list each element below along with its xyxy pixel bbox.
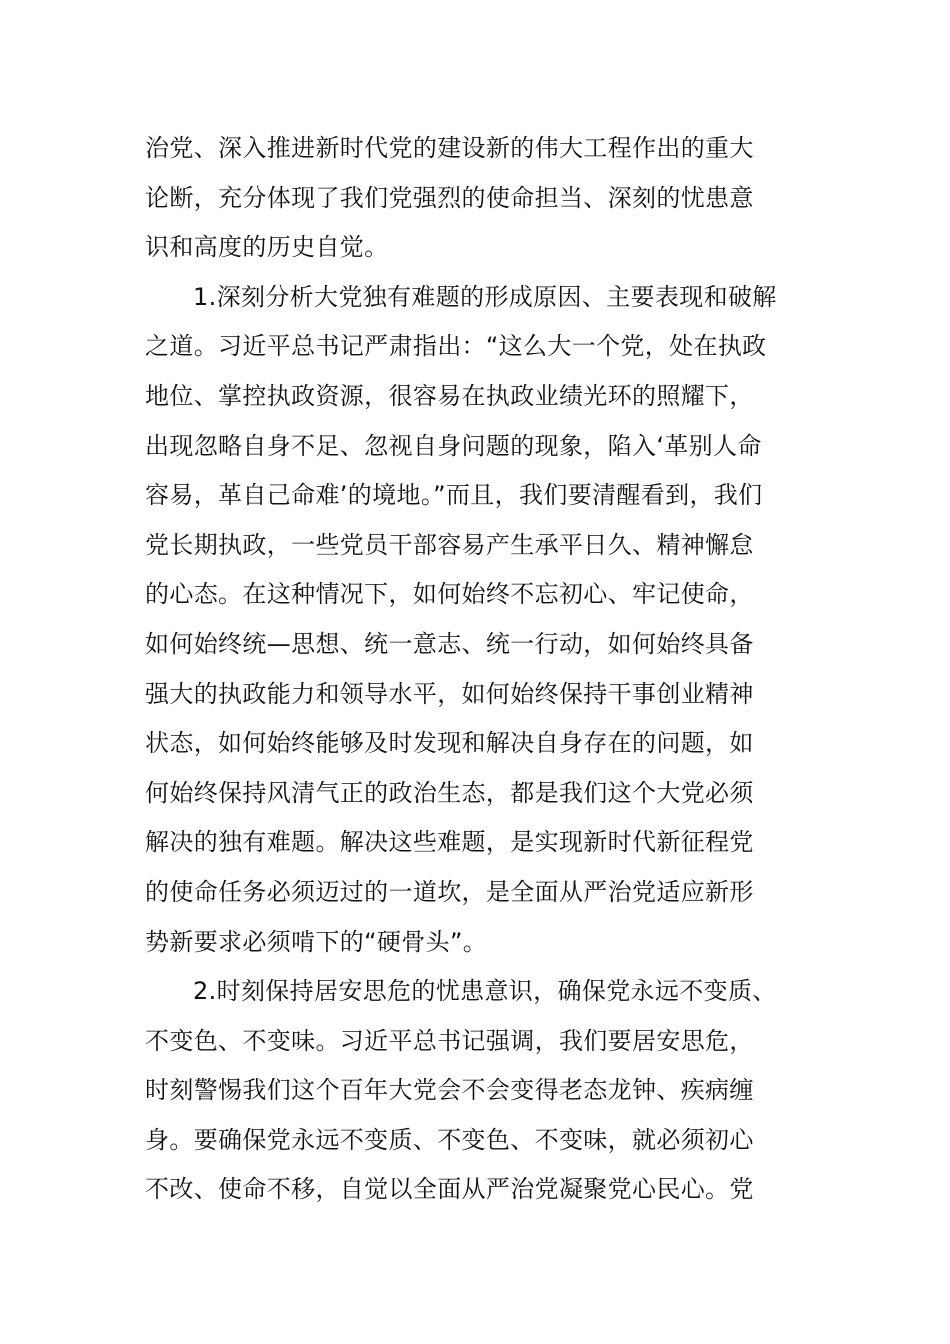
text-line: 党长期执政，一些党员干部容易产生承平日久、精神懈怠 (145, 530, 754, 559)
text-line: 身。要确保党永远不变质、不变色、不变味，就必须初心 (145, 1125, 754, 1154)
text-line: 地位、掌控执政资源，很容易在执政业绩光环的照耀下， (145, 381, 754, 410)
text-line: 治党、深入推进新时代党的建设新的伟大工程作出的重大 (145, 134, 754, 162)
text-line: 之道。习近平总书记严肃指出：“这么大一个党，处在执政 (145, 332, 767, 361)
document-body (145, 124, 825, 1215)
text-line: 的心态。在这种情况下，如何始终不忘初心、牢记使命， (145, 580, 754, 609)
text-line: 出现忽略自身不足、忽视自身问题的现象，陷入‘革别人命 (145, 431, 762, 460)
text-line: 解决的独有难题。解决这些难题，是实现新时代新征程党 (145, 828, 754, 857)
paragraph-start-line: 1.深刻分析大党独有难题的形成原因、主要表现和破解 (193, 282, 777, 311)
text-line: 势新要求必须啃下的“硬骨头”。 (145, 927, 488, 956)
text-line: 识和高度的历史自觉。 (145, 233, 389, 262)
text-line: 何始终保持风清气正的政治生态，都是我们这个大党必须 (145, 778, 754, 807)
text-line: 强大的执政能力和领导水平，如何始终保持干事创业精神 (145, 679, 754, 708)
text-line: 状态，如何始终能够及时发现和解决自身存在的问题，如 (145, 729, 754, 758)
text-line: 不变色、不变味。习近平总书记强调，我们要居安思危， (145, 1026, 754, 1055)
text-line: 如何始终统—思想、统一意志、统一行动，如何始终具备 (145, 629, 754, 658)
text-line: 论断，充分体现了我们党强烈的使命担当、深刻的忧患意 (145, 183, 754, 212)
text-line: 的使命任务必须迈过的一道坎，是全面从严治党适应新形 (145, 877, 754, 906)
text-line: 不改、使命不移，自觉以全面从严治党凝聚党心民心。党 (145, 1175, 754, 1204)
paragraph-start-line: 2.时刻保持居安思危的忧患意识，确保党永远不变质、 (193, 977, 777, 1006)
text-line: 时刻警惕我们这个百年大党会不会变得老态龙钟、疾病缠 (145, 1076, 754, 1105)
text-line: 容易，革自己命难’的境地。”而且，我们要清醒看到，我们 (145, 481, 763, 510)
